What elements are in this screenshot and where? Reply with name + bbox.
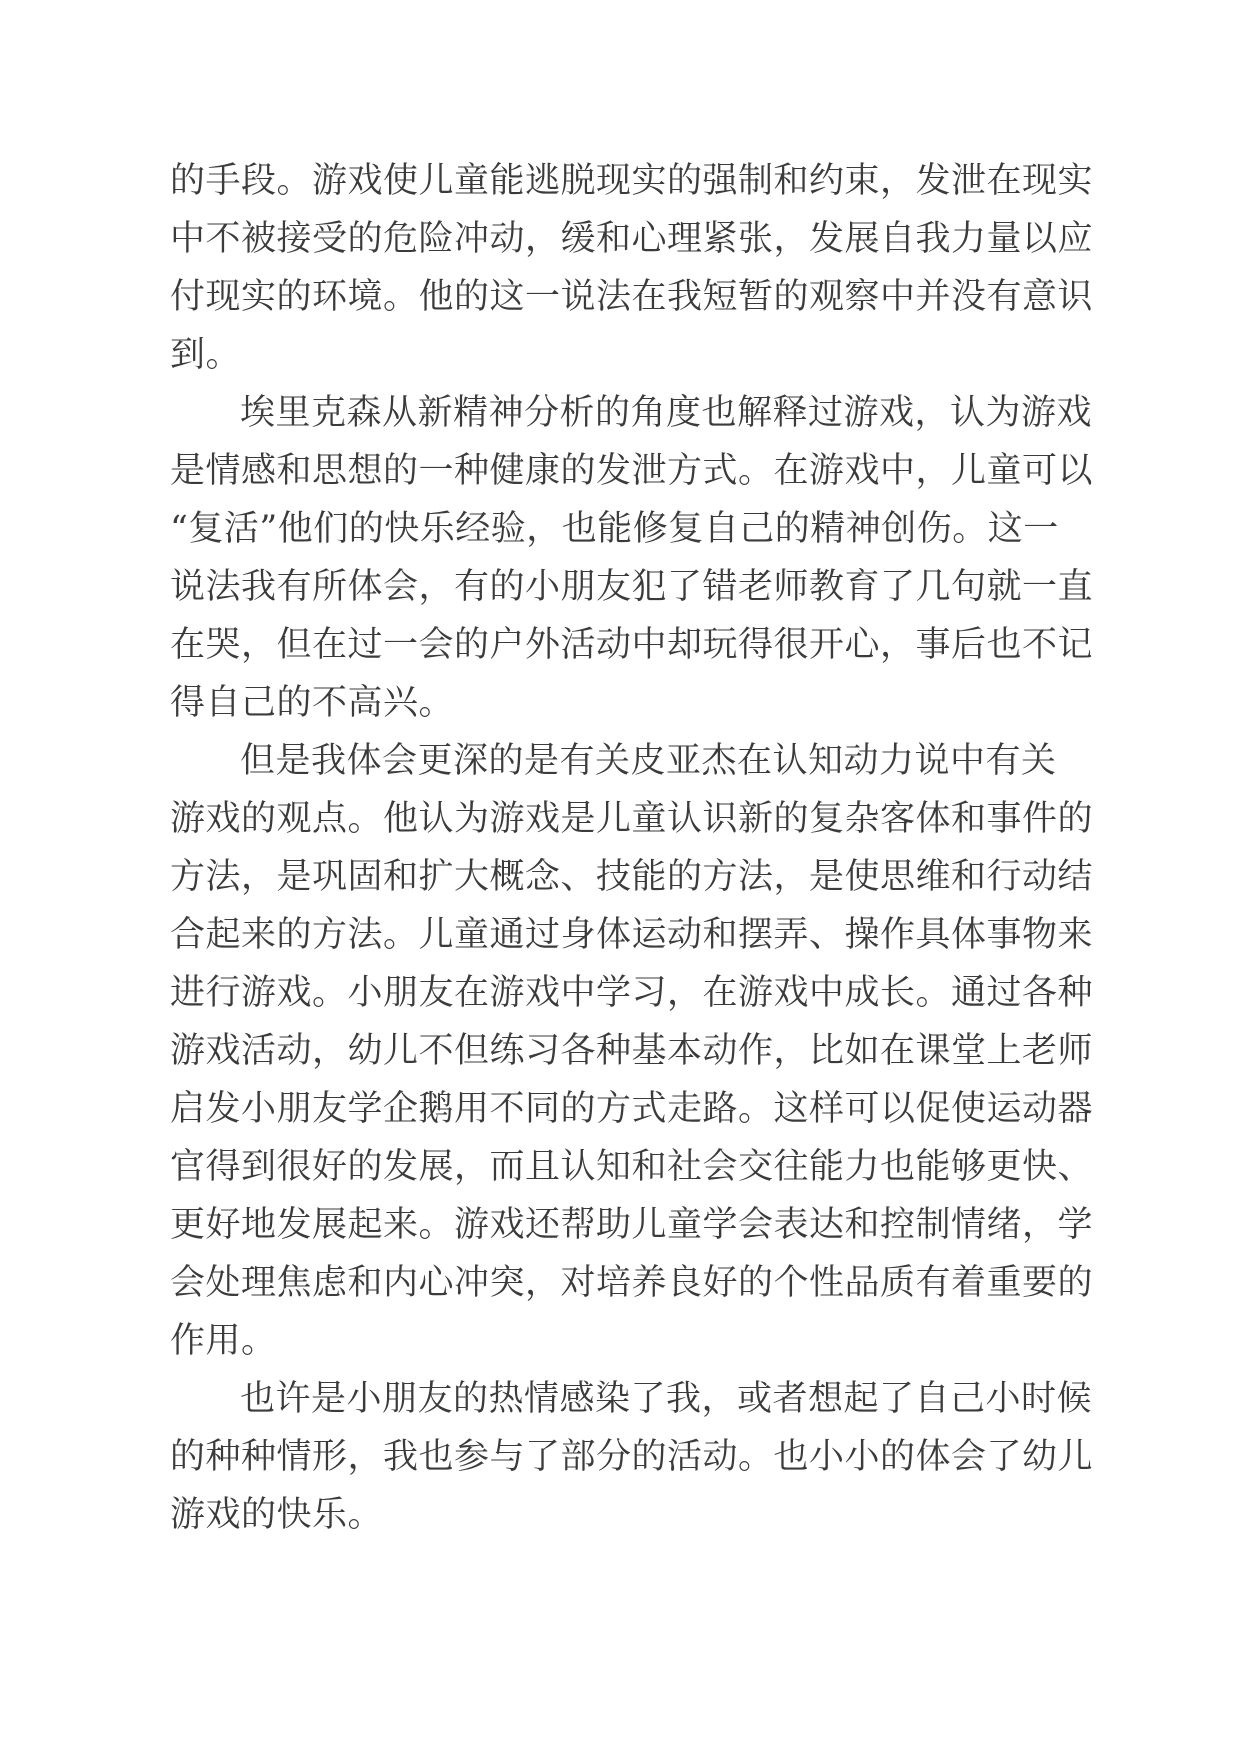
text-line: 是情感和思想的一种健康的发泄方式。在游戏中，儿童可以	[170, 451, 1094, 491]
text-line: 更好地发展起来。游戏还帮助儿童学会表达和控制情绪，学	[170, 1205, 1094, 1245]
text-line: 但是我体会更深的是有关皮亚杰在认知动力说中有关	[240, 741, 1057, 781]
paragraph-3	[170, 732, 1094, 1370]
text-line: 官得到很好的发展，而且认知和社会交往能力也能够更快、	[170, 1147, 1094, 1187]
text-line: 到。	[170, 335, 242, 375]
text-line: 作用。	[170, 1321, 277, 1361]
text-line: 游戏的观点。他认为游戏是儿童认识新的复杂客体和事件的	[170, 799, 1094, 839]
text-line: 埃里克森从新精神分析的角度也解释过游戏，认为游戏	[240, 393, 1093, 433]
text-line: 在哭，但在过一会的户外活动中却玩得很开心，事后也不记	[170, 625, 1094, 665]
text-line: 得自己的不高兴。	[170, 683, 455, 723]
paragraph-2	[170, 384, 1094, 732]
text-line: 的种种情形，我也参与了部分的活动。也小小的体会了幼儿	[170, 1437, 1094, 1477]
document-body	[170, 152, 1094, 1544]
text-line: 游戏的快乐。	[170, 1495, 384, 1535]
text-line: 游戏活动，幼儿不但练习各种基本动作，比如在课堂上老师	[170, 1031, 1094, 1071]
text-line: 说法我有所体会，有的小朋友犯了错老师教育了几句就一直	[170, 567, 1094, 607]
text-line: 会处理焦虑和内心冲突，对培养良好的个性品质有着重要的	[170, 1263, 1094, 1303]
paragraph-4	[170, 1370, 1094, 1544]
text-line: 合起来的方法。儿童通过身体运动和摆弄、操作具体事物来	[170, 915, 1094, 955]
text-line: 中不被接受的危险冲动，缓和心理紧张，发展自我力量以应	[170, 219, 1094, 259]
text-line: 进行游戏。小朋友在游戏中学习，在游戏中成长。通过各种	[170, 973, 1094, 1013]
text-line: 方法，是巩固和扩大概念、技能的方法，是使思维和行动结	[170, 857, 1094, 897]
paragraph-1	[170, 152, 1094, 384]
text-line: 的手段。游戏使儿童能逃脱现实的强制和约束，发泄在现实	[170, 161, 1094, 201]
text-line: 也许是小朋友的热情感染了我，或者想起了自己小时候	[240, 1379, 1093, 1419]
text-line: 启发小朋友学企鹅用不同的方式走路。这样可以促使运动器	[170, 1089, 1094, 1129]
text-line: 付现实的环境。他的这一说法在我短暂的观察中并没有意识	[170, 277, 1094, 317]
text-line: “复活”他们的快乐经验，也能修复自己的精神创伤。这一	[170, 509, 1059, 549]
